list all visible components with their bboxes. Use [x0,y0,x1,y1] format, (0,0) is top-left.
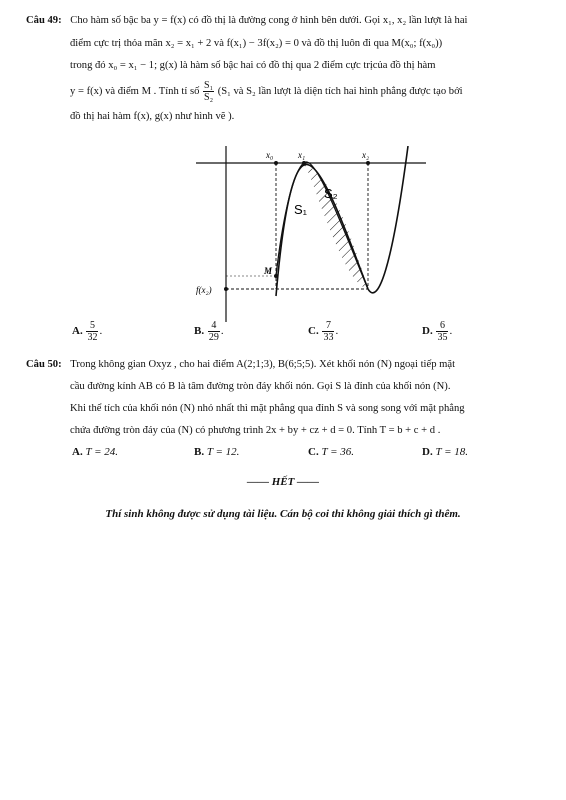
x2-point [366,161,370,165]
q49-option-d-letter: D. [422,325,433,338]
q49-option-d[interactable]: D. $\frac{6}{35}$ . [422,320,453,343]
q49-label: Câu 49: [26,15,62,26]
cubic-graph [196,146,452,322]
q50-option-a-text: T = 24. [85,446,119,458]
footer-note: Thí sinh không được sử dụng tài liệu. Cán bộ coi thi không giải thích gì thêm. [105,508,461,520]
q49-option-a-letter: A. [72,325,83,338]
q49-text-1: Cho hàm số bậc ba y = f(x) có đồ thị là đường cong ở hình bên dưới. Gọi x₁, x₂ lần lượt là hai [70,15,468,26]
q50-line-3: Khi thể tích của khối nón (N) nhỏ nhất thì mặt phẳng qua đỉnh S và song song với mặt phẳng [70,403,465,414]
q50-option-d-letter: D. [422,446,433,458]
q49-option-c[interactable]: C. $\frac{7}{33}$ . [308,320,339,343]
q50-option-b-letter: B. [194,446,205,458]
q50-option-a[interactable] [72,446,118,458]
s2-label: S₂ [324,186,338,201]
q49-option-d-fraction [436,320,448,343]
m-point [274,274,278,278]
q50-option-d[interactable] [422,446,468,458]
q49-option-c-den: 33 [323,332,334,343]
cubic-curve [276,146,408,296]
x0-point [274,161,278,165]
fx2-point [224,287,228,291]
q50-option-b[interactable] [194,446,239,458]
q49-option-c-fraction [322,320,334,343]
q49-option-b[interactable]: B. $\frac{4}{29}$ . [194,320,224,343]
s1-label: S₁ [294,202,308,217]
q49-option-a-num: 5 [86,320,98,332]
q49-option-b-letter: B. [194,325,205,338]
q49-option-d-num: 6 [436,320,448,332]
q49-line-2: điểm cực trị thỏa mãn x₂ = x₁ + 2 và f(x₁) − 3f(x₂) = 0 và đồ thị luôn đi qua M(x₀; f(x₀)) [70,38,443,49]
q50-line-2: cầu đường kính AB có B là tâm đường tròn đáy khối nón. Gọi S là đỉnh của khối nón (N). [70,381,451,392]
q50-option-c[interactable] [308,446,354,458]
q50-option-a-letter: A. [72,446,83,458]
q50-option-b-text: T = 12. [206,446,240,458]
x0-label: x₀ [266,150,274,160]
x1-point [302,161,306,165]
end-marker: —— HẾT —— [246,476,320,488]
q50-line-4: chứa đường tròn đáy của (N) có phương trình 2x + by + cz + d = 0. Tính T = b + c + d . [70,425,441,436]
q49-option-b-num: 4 [208,320,220,332]
q49-option-c-letter: C. [308,325,319,338]
q49-line-3: trong đó x₀ = x₁ − 1; g(x) là hàm số bậc hai có đồ thị qua 2 điểm cực trịcủa đồ thị hàm [70,60,436,71]
q49-ratio-denominator: S₂ [204,92,214,103]
q49-line-5: đồ thị hai hàm f(x), g(x) như hình vẽ ). [70,111,235,122]
q50-option-d-text: T = 18. [435,446,469,458]
fx2-label: f(x₂) [196,285,212,295]
m-label: M [264,266,273,276]
q49-line-4 [70,80,463,103]
q50-option-c-text: T = 36. [321,446,355,458]
q50-label: Câu 50: [26,359,62,370]
q49-option-d-den: 35 [437,332,448,343]
q49-option-b-den: 29 [208,332,219,343]
q50-text-1: Trong không gian Oxyz , cho hai điểm A(2;1;3), B(6;5;5). Xét khối nón (N) ngoại tiếp mặt [70,359,456,370]
q49-option-c-num: 7 [322,320,334,332]
s2-region [304,165,368,289]
q49-text-4b: (S₁ và S₂ lần lượt là diện tích hai hình phẳng được tạo bởi [217,85,463,97]
q50-option-c-letter: C. [308,446,319,458]
q49-line-1 [26,14,468,27]
x2-label: x₂ [362,150,370,160]
x1-label: x₁ [298,150,306,160]
q49-option-a-den: 32 [87,332,98,343]
q49-option-b-fraction [208,320,220,343]
q49-option-a[interactable]: A. $\frac{5}{32}$ . [72,320,103,343]
q49-option-a-fraction [86,320,98,343]
q50-line-1 [26,358,455,371]
q49-ratio-numerator: S₁ [204,80,214,91]
q49-ratio-fraction [203,80,214,103]
q49-text-4a: y = f(x) và điểm M . Tính tỉ số [70,85,200,97]
